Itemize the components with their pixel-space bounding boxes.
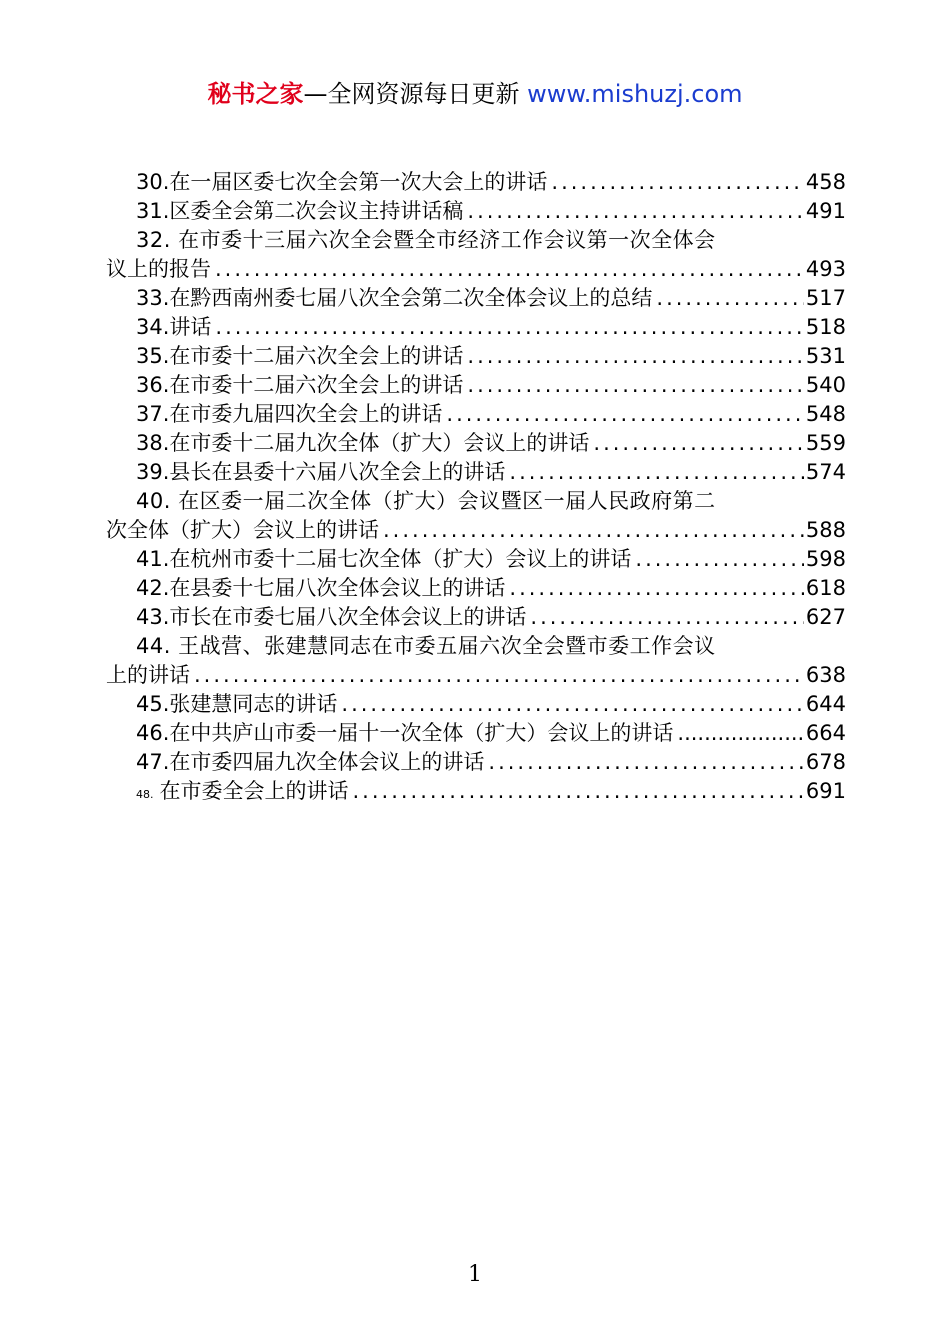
leader-dots: [551, 168, 804, 197]
entry-page: 458: [805, 170, 846, 194]
leader-dots: [635, 545, 804, 574]
leader-dots: [341, 690, 804, 719]
entry-title: 在市委九届四次全会上的讲话: [169, 402, 443, 426]
entry-page: 493: [805, 257, 846, 281]
entry-number: 36.: [136, 373, 170, 397]
leader-dots: [509, 458, 804, 487]
entry-page: 540: [805, 373, 846, 397]
entry-page: 574: [805, 460, 846, 484]
brand-name: 秘书之家: [207, 80, 304, 108]
leader-dots: [593, 429, 804, 458]
entry-title: 区委全会第二次会议主持讲话稿: [169, 199, 464, 223]
leader-dots: [467, 371, 804, 400]
entry-title-line1: 王战营、张建慧同志在市委五届六次全会暨市委工作会议: [178, 634, 716, 658]
entry-title: 在黔西南州委七届八次全会第二次全体会议上的总结: [169, 286, 653, 310]
entry-page: 588: [805, 518, 846, 542]
entry-page: 559: [805, 431, 846, 455]
toc-entry[interactable]: [106, 226, 846, 284]
toc-entry[interactable]: [106, 748, 846, 777]
entry-number: 37.: [136, 402, 170, 426]
toc-entry[interactable]: [106, 197, 846, 226]
leader-dots: [215, 313, 804, 342]
toc-entry[interactable]: [106, 313, 846, 342]
leader-dots: [530, 603, 804, 632]
entry-title-line1: 在市委十三届六次全会暨全市经济工作会议第一次全体会: [178, 228, 716, 252]
entry-title: 在一届区委七次全会第一次大会上的讲话: [169, 170, 548, 194]
entry-title: 县长在县委十六届八次全会上的讲话: [169, 460, 506, 484]
page-number: 1: [468, 1262, 482, 1287]
entry-page: 627: [805, 605, 846, 629]
leader-dots: [215, 255, 804, 284]
toc-entry[interactable]: [106, 429, 846, 458]
toc-entry[interactable]: [106, 632, 846, 690]
toc-entry[interactable]: [106, 342, 846, 371]
entry-number: 31.: [136, 199, 170, 223]
entry-title: 张建慧同志的讲话: [169, 692, 338, 716]
entry-page: 548: [805, 402, 846, 426]
entry-title: 在杭州市委十二届七次全体（扩大）会议上的讲话: [169, 547, 632, 571]
leader-dots: [656, 284, 804, 313]
entry-page: 678: [805, 750, 846, 774]
leader-dots: [467, 197, 804, 226]
toc-entry[interactable]: [106, 400, 846, 429]
leader-dots: [677, 719, 804, 748]
toc-entry[interactable]: [106, 574, 846, 603]
entry-title: 讲话: [169, 315, 212, 339]
entry-page: 618: [805, 576, 846, 600]
entry-number: 47.: [136, 750, 170, 774]
site-url-link[interactable]: www.mishuzj.com: [527, 80, 743, 108]
entry-number: 41.: [136, 547, 170, 571]
entry-page: 644: [805, 692, 846, 716]
toc-entry[interactable]: [106, 168, 846, 197]
entry-number: 44.: [136, 634, 171, 658]
entry-number: 34.: [136, 315, 170, 339]
toc-entry[interactable]: [106, 545, 846, 574]
leader-dots: [194, 661, 804, 690]
header-tagline: —全网资源每日更新: [303, 80, 520, 108]
table-of-contents: [106, 168, 846, 809]
entry-number: 48.: [136, 788, 154, 801]
toc-entry[interactable]: [106, 284, 846, 313]
entry-number: 45.: [136, 692, 170, 716]
entry-title: 次全体（扩大）会议上的讲话: [106, 518, 379, 542]
toc-entry[interactable]: [106, 690, 846, 719]
toc-entry[interactable]: [106, 458, 846, 487]
site-header: [0, 78, 950, 110]
entry-page: 491: [805, 199, 846, 223]
entry-number: 30.: [136, 170, 170, 194]
entry-number: 46.: [136, 721, 170, 745]
entry-page: 517: [805, 286, 846, 310]
entry-number: 33.: [136, 286, 170, 310]
entry-title: 上的讲话: [106, 663, 190, 687]
entry-title: 市长在市委七届八次全体会议上的讲话: [169, 605, 527, 629]
toc-entry[interactable]: [106, 603, 846, 632]
entry-title: 在市委四届九次全体会议上的讲话: [169, 750, 485, 774]
entry-number: 43.: [136, 605, 170, 629]
entry-page: 531: [805, 344, 846, 368]
toc-entry[interactable]: [106, 777, 846, 809]
entry-title: 在市委十二届六次全会上的讲话: [169, 373, 464, 397]
entry-title: 在市委十二届九次全体（扩大）会议上的讲话: [169, 431, 590, 455]
entry-page: 638: [805, 663, 846, 687]
leader-dots: [509, 574, 804, 603]
entry-number: 40.: [136, 489, 171, 513]
entry-number: 38.: [136, 431, 170, 455]
entry-title: 在市委十二届六次全会上的讲话: [169, 344, 464, 368]
toc-entry[interactable]: [106, 487, 846, 545]
entry-page: 691: [805, 779, 846, 803]
leader-dots: [446, 400, 804, 429]
leader-dots: [488, 748, 804, 777]
entry-page: 664: [805, 721, 846, 745]
entry-title: 议上的报告: [106, 257, 211, 281]
entry-title: 在县委十七届八次全体会议上的讲话: [169, 576, 506, 600]
entry-title: 在中共庐山市委一届十一次全体（扩大）会议上的讲话: [169, 721, 674, 745]
entry-number: 42.: [136, 576, 170, 600]
toc-entry[interactable]: [106, 719, 846, 748]
entry-title-line1: 在区委一届二次全体（扩大）会议暨区一届人民政府第二: [178, 489, 716, 513]
entry-number: 39.: [136, 460, 170, 484]
entry-number: 32.: [136, 228, 171, 252]
toc-entry[interactable]: [106, 371, 846, 400]
entry-page: 518: [805, 315, 846, 339]
entry-number: 35.: [136, 344, 170, 368]
leader-dots: [467, 342, 804, 371]
entry-title: 在市委全会上的讲话: [159, 779, 349, 803]
leader-dots: [383, 516, 804, 545]
entry-page: 598: [805, 547, 846, 571]
leader-dots: [353, 777, 804, 806]
